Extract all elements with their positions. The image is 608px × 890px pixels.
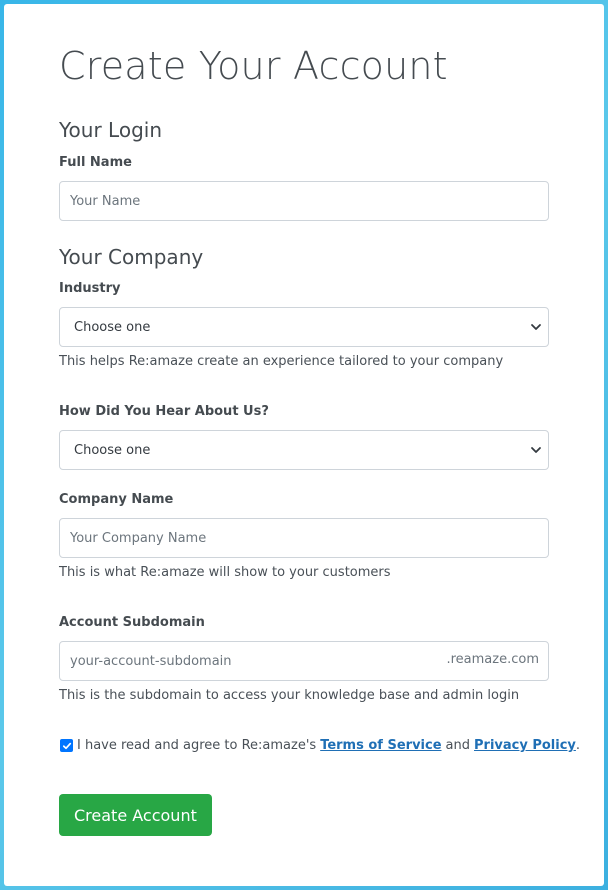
terms-prefix: I have read and agree to Re:amaze's (77, 738, 317, 753)
full-name-input[interactable] (59, 181, 549, 221)
chevron-down-icon (530, 321, 542, 333)
company-name-input[interactable] (59, 518, 549, 558)
terms-agreement (59, 738, 580, 753)
terms-of-service-link[interactable]: Terms of Service (320, 738, 442, 753)
industry-help-text: This helps Re:amaze create an experience tailored to your company (59, 354, 504, 369)
industry-select[interactable] (59, 307, 549, 347)
your-login-heading: Your Login (59, 118, 163, 142)
company-name-help-text: This is what Re:amaze will show to your customers (59, 565, 391, 580)
privacy-policy-link[interactable]: Privacy Policy (474, 738, 576, 753)
referral-select[interactable] (59, 430, 549, 470)
full-name-label: Full Name (59, 155, 132, 170)
terms-checkbox[interactable] (60, 739, 73, 752)
terms-suffix: . (575, 738, 581, 753)
terms-conjunction: and (445, 738, 470, 753)
signup-card (4, 4, 604, 886)
checkmark-icon (62, 741, 72, 751)
referral-select-value: Choose one (74, 442, 151, 458)
chevron-down-icon (530, 444, 542, 456)
subdomain-help-text: This is the subdomain to access your knowledge base and admin login (59, 688, 520, 703)
create-account-button[interactable]: Create Account (59, 794, 212, 836)
subdomain-field (59, 641, 549, 681)
industry-select-value: Choose one (74, 319, 151, 335)
subdomain-suffix: .reamaze.com (446, 652, 539, 667)
page-title: Create Your Account (59, 44, 448, 88)
your-company-heading: Your Company (59, 245, 204, 269)
industry-label: Industry (59, 281, 121, 296)
company-name-label: Company Name (59, 492, 174, 507)
subdomain-label: Account Subdomain (59, 615, 205, 630)
referral-label: How Did You Hear About Us? (59, 404, 269, 419)
